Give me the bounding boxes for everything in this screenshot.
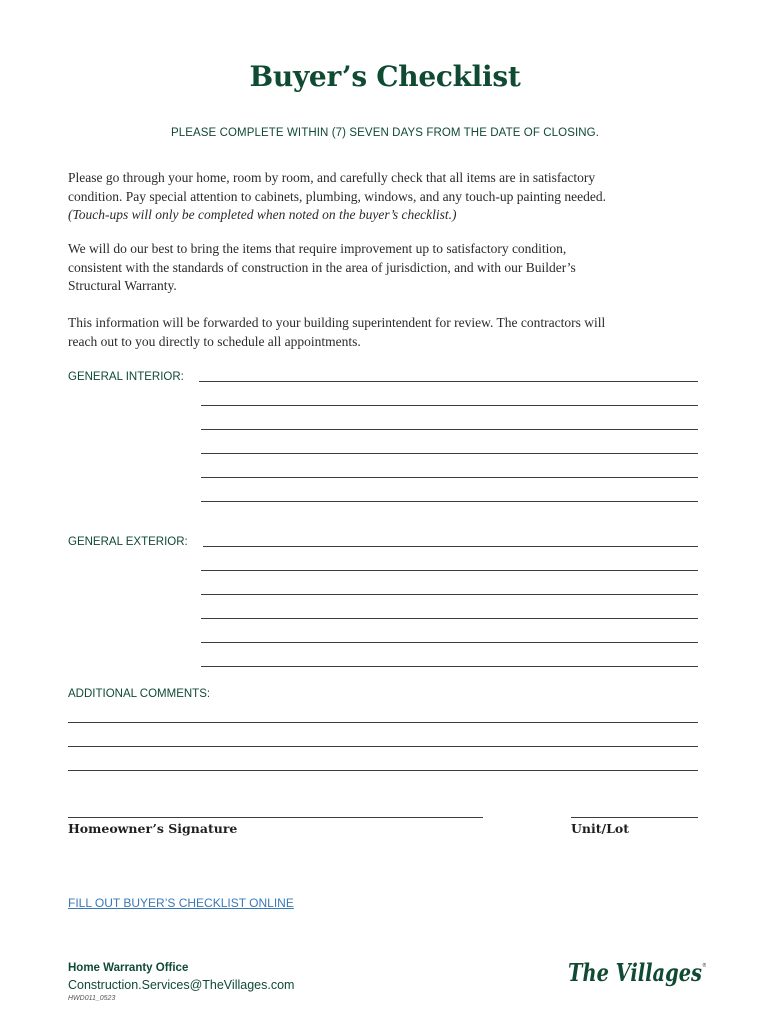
comments-line-2[interactable]: [68, 746, 698, 747]
intro-p1-line-2: condition. Pay special attention to cabinets, plumbing, windows, and any touch-up painting needed.: [68, 188, 607, 204]
homeowner-signature-line[interactable]: [68, 817, 483, 818]
exterior-line-6[interactable]: [201, 666, 698, 667]
office-email[interactable]: Construction.Services@TheVillages.com: [68, 978, 295, 992]
the-villages-logo-mark: [566, 955, 706, 995]
intro-p1-line-1: Please go through your home, room by room, and carefully check that all items are in satisfactory: [68, 170, 596, 185]
unit-lot-line[interactable]: [571, 817, 698, 818]
interior-line-6[interactable]: [201, 501, 698, 502]
intro-paragraph-3: [68, 314, 708, 351]
the-villages-logo: [566, 955, 706, 995]
exterior-line-3[interactable]: [201, 594, 698, 595]
interior-line-3[interactable]: [201, 429, 698, 430]
exterior-line-5[interactable]: [201, 642, 698, 643]
interior-line-1[interactable]: [199, 381, 698, 382]
intro-p3-line-2: reach out to you directly to schedule all appointments.: [68, 333, 361, 349]
intro-p3-line-1: This information will be forwarded to your building superintendent for review. The contractors will: [68, 315, 606, 330]
fill-out-online-link[interactable]: FILL OUT BUYER’S CHECKLIST ONLINE: [68, 896, 294, 910]
exterior-line-1[interactable]: [203, 546, 698, 547]
page-title: Buyer’s Checklist: [249, 60, 521, 93]
home-warranty-office-title: Home Warranty Office: [68, 962, 189, 974]
intro-p1-italic-note: (Touch-ups will only be completed when noted on the buyer’s checklist.): [68, 207, 457, 222]
interior-line-5[interactable]: [201, 477, 698, 478]
exterior-line-2[interactable]: [201, 570, 698, 571]
comments-line-1[interactable]: [68, 722, 698, 723]
intro-p2-line-3: Structural Warranty.: [68, 278, 177, 293]
additional-comments-label: ADDITIONAL COMMENTS:: [68, 687, 213, 701]
exterior-line-4[interactable]: [201, 618, 698, 619]
intro-paragraph-2: [68, 240, 708, 296]
interior-line-2[interactable]: [201, 405, 698, 406]
intro-p2-line-2: consistent with the standards of construction in the area of jurisdiction, and with our Builder’s: [68, 259, 576, 275]
intro-p2-line-1: We will do our best to bring the items that require improvement up to satisfactory condition,: [68, 241, 567, 256]
intro-paragraph-1: [68, 169, 708, 225]
svg-text:®: ®: [702, 963, 706, 969]
homeowner-signature-label: Homeowner’s Signature: [68, 821, 238, 836]
interior-line-4[interactable]: [201, 453, 698, 454]
comments-line-3[interactable]: [68, 770, 698, 771]
general-exterior-label: GENERAL EXTERIOR:: [68, 535, 191, 549]
completion-notice: PLEASE COMPLETE WITHIN (7) SEVEN DAYS FROM THE DATE OF CLOSING.: [170, 127, 600, 139]
unit-lot-label: Unit/Lot: [571, 821, 629, 836]
general-interior-label: GENERAL INTERIOR:: [68, 370, 187, 384]
form-code: HWD011_0523: [68, 995, 116, 1002]
svg-text:The Villages: The Villages: [568, 958, 703, 987]
